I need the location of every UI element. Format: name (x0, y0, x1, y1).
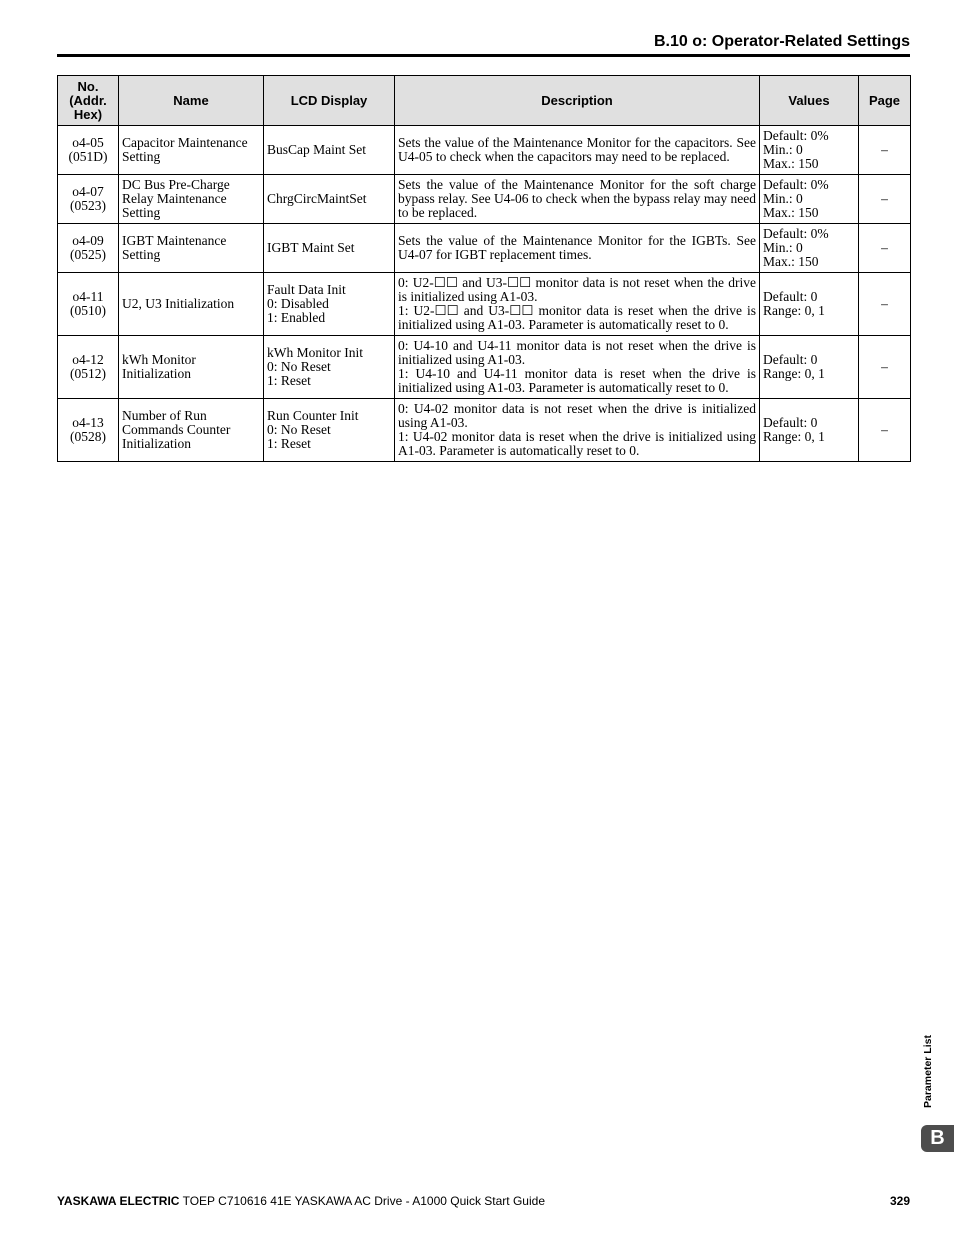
lcd-display-line: Fault Data Init (267, 282, 346, 297)
parameter-number: o4-13 (72, 415, 104, 430)
header-no-line: Hex) (73, 106, 103, 122)
description-line: A1-03. Parameter is automatically reset to 0. (398, 443, 640, 458)
header-no (58, 76, 119, 126)
page-cell (859, 224, 911, 273)
lcd-display-line: 0: No Reset (267, 359, 331, 374)
description-line: 1: U4-10 and U4-11 monitor data is reset when the drive is (398, 366, 756, 381)
values-cell (760, 336, 859, 399)
values-cell (760, 175, 859, 224)
values-cell (760, 273, 859, 336)
header-description: Description (395, 76, 760, 126)
values-line: Min.: 0 (763, 142, 803, 157)
lcd-display-cell (264, 175, 395, 224)
description-cell (395, 336, 760, 399)
page-cell (859, 126, 911, 175)
footer-document-info (57, 1194, 545, 1208)
parameter-name-line: Setting (122, 149, 161, 164)
parameter-name-cell (119, 126, 264, 175)
parameter-address: (0510) (70, 303, 106, 318)
parameter-address: (051D) (68, 149, 108, 164)
values-line: Max.: 150 (763, 156, 819, 171)
description-line: 1: U2-☐☐ and U3-☐☐ monitor data is reset when the drive is (398, 303, 756, 318)
header-name: Name (119, 76, 264, 126)
page-reference: – (881, 422, 888, 437)
description-cell (395, 126, 760, 175)
parameter-number: o4-11 (72, 289, 104, 304)
page-cell (859, 336, 911, 399)
header-no-line: No. (77, 78, 99, 94)
description-line: Sets the value of the Maintenance Monitor for the IGBTs. See (398, 233, 756, 248)
lcd-display-cell (264, 126, 395, 175)
values-line: Default: 0% (763, 128, 829, 143)
parameter-number: o4-12 (72, 352, 104, 367)
values-line: Max.: 150 (763, 254, 819, 269)
page-cell (859, 273, 911, 336)
parameter-number-cell (58, 224, 119, 273)
values-line: Default: 0 (763, 352, 818, 367)
parameter-name-line: Setting (122, 247, 161, 262)
values-line: Default: 0% (763, 177, 829, 192)
parameter-name-line: Number of Run (122, 408, 207, 423)
table-row (58, 399, 911, 462)
description-line: using A1-03. (398, 415, 468, 430)
page-reference: – (881, 240, 888, 255)
footer-brand: YASKAWA ELECTRIC (57, 1194, 180, 1208)
section-title: B.10 o: Operator-Related Settings (653, 33, 910, 50)
description-cell (395, 273, 760, 336)
parameter-number: o4-09 (72, 233, 104, 248)
description-line: to be replaced. (398, 205, 478, 220)
values-line: Min.: 0 (763, 240, 803, 255)
page-cell (859, 175, 911, 224)
lcd-display-line: Run Counter Init (267, 408, 359, 423)
parameter-address: (0512) (70, 366, 106, 381)
lcd-display-line: ChrgCircMaintSet (267, 191, 367, 206)
description-line: Sets the value of the Maintenance Monitor for the soft charge (398, 177, 756, 192)
table-body (58, 126, 911, 462)
description-line: U4-07 for IGBT replacement times. (398, 247, 592, 262)
parameter-number: o4-07 (72, 184, 104, 199)
values-cell (760, 126, 859, 175)
description-line: initialized using A1-03. Parameter is automatically reset to 0. (398, 380, 729, 395)
table-row (58, 175, 911, 224)
lcd-display-cell (264, 224, 395, 273)
description-line: 0: U4-02 monitor data is not reset when the drive is initialized (398, 401, 756, 416)
parameter-name-line: Initialization (122, 366, 191, 381)
parameter-number-cell (58, 273, 119, 336)
parameter-name-line: Initialization (122, 436, 191, 451)
description-line: 0: U2-☐☐ and U3-☐☐ monitor data is not reset when the drive (398, 275, 756, 290)
values-line: Range: 0, 1 (763, 429, 825, 444)
header-lcd-display: LCD Display (264, 76, 395, 126)
page-reference: – (881, 191, 888, 206)
lcd-display-line: IGBT Maint Set (267, 240, 355, 255)
page-reference: – (881, 142, 888, 157)
parameter-name-cell (119, 273, 264, 336)
description-line: initialized using A1-03. (398, 352, 526, 367)
parameter-name-line: Setting (122, 205, 161, 220)
parameter-table (57, 75, 911, 462)
values-line: Range: 0, 1 (763, 366, 825, 381)
values-line: Default: 0 (763, 415, 818, 430)
parameter-address: (0523) (70, 198, 106, 213)
lcd-display-line: BusCap Maint Set (267, 142, 367, 157)
parameter-name-line: IGBT Maintenance (122, 233, 227, 248)
description-line: Sets the value of the Maintenance Monitor for the capacitors. See (398, 135, 756, 150)
footer-page-number: 329 (889, 1194, 910, 1208)
lcd-display-line: kWh Monitor Init (267, 345, 363, 360)
description-line: 0: U4-10 and U4-11 monitor data is not reset when the drive is (398, 338, 756, 353)
lcd-display-line: 1: Enabled (267, 310, 326, 325)
page-reference: – (881, 296, 888, 311)
header-values: Values (760, 76, 859, 126)
lcd-display-cell (264, 336, 395, 399)
lcd-display-line: 1: Reset (267, 373, 311, 388)
lcd-display-cell (264, 273, 395, 336)
description-line: U4-05 to check when the capacitors may need to be replaced. (398, 149, 730, 164)
parameter-number-cell (58, 336, 119, 399)
values-cell (760, 224, 859, 273)
lcd-display-line: 0: Disabled (267, 296, 329, 311)
values-cell (760, 399, 859, 462)
values-line: Min.: 0 (763, 191, 803, 206)
table-row (58, 336, 911, 399)
header-no-line: (Addr. (69, 92, 107, 108)
parameter-name-line: DC Bus Pre-Charge (122, 177, 230, 192)
parameter-name-cell (119, 175, 264, 224)
values-line: Default: 0 (763, 289, 818, 304)
parameter-number-cell (58, 399, 119, 462)
table-header-row (58, 76, 911, 126)
header-page: Page (859, 76, 911, 126)
lcd-display-line: 1: Reset (267, 436, 311, 451)
values-line: Range: 0, 1 (763, 303, 825, 318)
description-line: initialized using A1-03. Parameter is automatically reset to 0. (398, 317, 729, 332)
parameter-name-line: U2, U3 Initialization (122, 296, 235, 311)
header-rule (57, 54, 910, 57)
description-line: is initialized using A1-03. (398, 289, 538, 304)
parameter-address: (0525) (70, 247, 106, 262)
parameter-name-cell (119, 336, 264, 399)
parameter-name-line: Relay Maintenance (122, 191, 227, 206)
description-line: 1: U4-02 monitor data is reset when the drive is initialized using (398, 429, 756, 444)
parameter-number: o4-05 (72, 135, 104, 150)
parameter-name-line: kWh Monitor (122, 352, 196, 367)
lcd-display-cell (264, 399, 395, 462)
parameter-name-line: Capacitor Maintenance (122, 135, 248, 150)
page-cell (859, 399, 911, 462)
footer-doc-title: TOEP C710616 41E YASKAWA AC Drive - A1000 Quick Start Guide (179, 1194, 545, 1208)
parameter-number-cell (58, 126, 119, 175)
side-tab-label: Parameter List (922, 1035, 934, 1108)
lcd-display-line: 0: No Reset (267, 422, 331, 437)
parameter-name-cell (119, 224, 264, 273)
description-cell (395, 175, 760, 224)
table-row (58, 224, 911, 273)
values-line: Max.: 150 (763, 205, 819, 220)
table-row (58, 126, 911, 175)
description-cell (395, 224, 760, 273)
parameter-name-line: Commands Counter (122, 422, 231, 437)
page-reference: – (881, 359, 888, 374)
table-row (58, 273, 911, 336)
description-line: bypass relay. See U4-06 to check when the bypass relay may need (398, 191, 756, 206)
parameter-address: (0528) (70, 429, 106, 444)
side-tab-letter: B (921, 1125, 954, 1152)
parameter-name-cell (119, 399, 264, 462)
description-cell (395, 399, 760, 462)
values-line: Default: 0% (763, 226, 829, 241)
parameter-number-cell (58, 175, 119, 224)
